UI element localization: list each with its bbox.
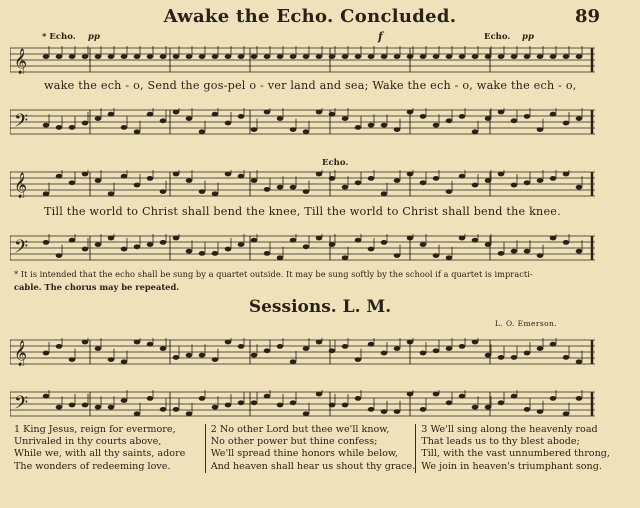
verse-line: The wonders of redeeming love. (14, 460, 171, 472)
dynamic-mark: pp (522, 32, 534, 42)
staff-lines (10, 338, 595, 366)
verse-line: 1 King Jesus, reign for evermore, (14, 424, 176, 435)
verse-line: We'll spread thine honors while below, (210, 448, 399, 460)
staff-lines (10, 108, 595, 136)
composer-credit: L. O. Emerson. (495, 319, 558, 328)
verse-line: And heaven shall hear us shout thy grace. (210, 460, 416, 472)
echo-mark: Echo. (484, 32, 511, 42)
staff-lines (10, 234, 595, 262)
footnote-line: cable. The chorus may be repeated. (14, 282, 180, 292)
treble-staff (10, 46, 595, 74)
verse-line: Unrivaled in thy courts above, (14, 436, 162, 448)
bass-staff (10, 108, 595, 136)
treble-staff (10, 338, 595, 366)
treble-staff (10, 170, 595, 198)
footnote-line: * It is intended that the echo shall be sung by a quartet outside. It may be sung softly by the school if a quartet is impracti- (14, 269, 533, 279)
lyric-line: wake the ech - o, Send the gos-pel o - ver land and sea; Wake the ech - o, wake the ech - o, (44, 79, 577, 92)
verse-line: We join in heaven's triumphant song. (421, 460, 602, 472)
verse-line: That leads us to thy blest abode; (421, 436, 580, 448)
svg-text:𝄢: 𝄢 (14, 111, 29, 136)
svg-text:𝄞: 𝄞 (14, 49, 28, 74)
verses (12, 424, 612, 473)
svg-text:𝄞: 𝄞 (14, 173, 28, 198)
hymn-title: Sessions. L. M. (248, 297, 392, 317)
page-title: Awake the Echo. Concluded. (163, 6, 457, 27)
verse-2 (205, 424, 417, 473)
footnote (14, 268, 614, 294)
svg-text:𝄢: 𝄢 (14, 393, 29, 418)
dynamic-mark: f (378, 30, 383, 43)
staff-lines (10, 390, 595, 418)
svg-text:𝄞: 𝄞 (14, 341, 28, 366)
verse-line: 3 We'll sing along the heavenly road (421, 424, 598, 435)
staff-lines (10, 170, 595, 198)
verse-1 (12, 424, 205, 473)
verse-line: No other power but thine confess; (210, 436, 378, 448)
bass-staff (10, 234, 595, 262)
verse-line: While we, with all thy saints, adore (14, 448, 186, 460)
echo-mark: * Echo. (42, 32, 76, 42)
staff-lines (10, 46, 595, 74)
verse-line: 2 No other Lord but thee we'll know, (210, 424, 390, 435)
lyric-line: Till the world to Christ shall bend the knee, Till the world to Christ shall bend the knee. (44, 205, 561, 218)
dynamic-mark: pp (88, 32, 100, 42)
verse-3 (416, 424, 612, 473)
bass-staff (10, 390, 595, 418)
page-number: 89 (574, 6, 600, 27)
echo-mark: Echo. (322, 158, 349, 168)
verse-line: Till, with the vast unnumbered throng, (421, 448, 610, 460)
svg-text:𝄢: 𝄢 (14, 237, 29, 262)
